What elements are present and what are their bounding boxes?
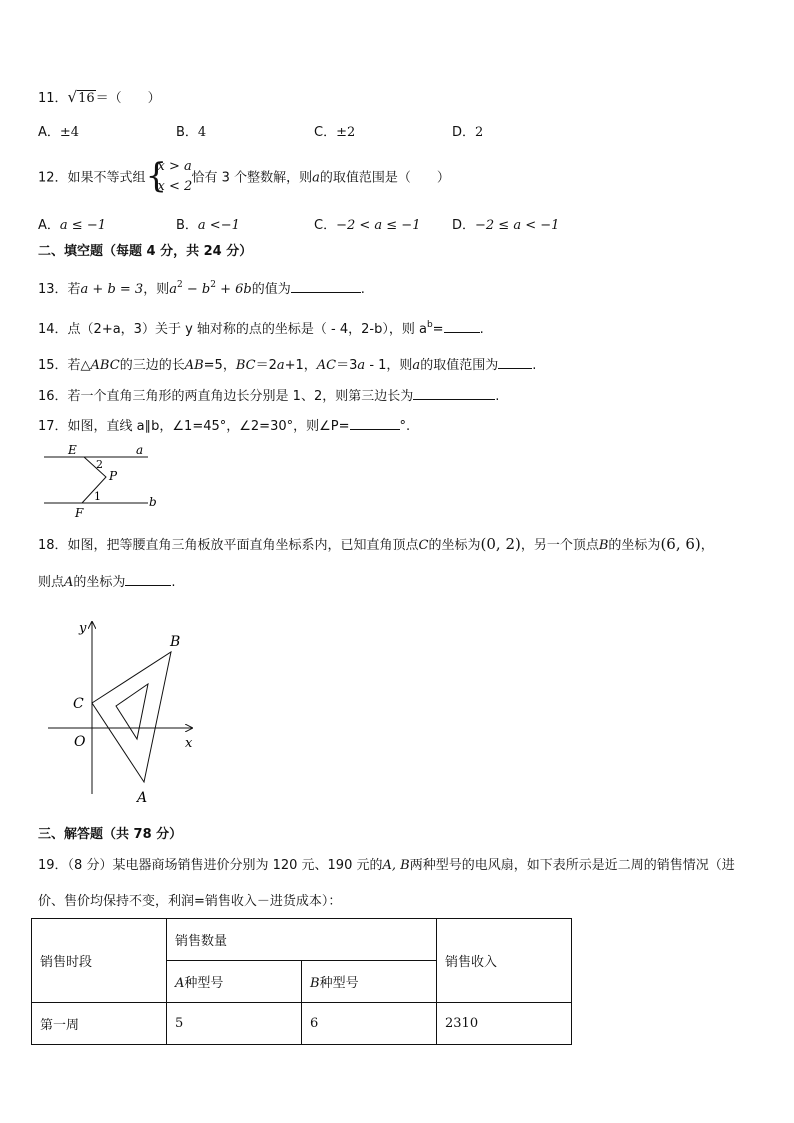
q17: 17．如图，直线 a∥b，∠1=45°，∠2=30°，则∠P= °. <box>38 415 410 436</box>
q18-line2: 则点A的坐标为 . <box>38 571 176 592</box>
outer-triangle <box>92 652 171 782</box>
q11-number: 11． <box>38 91 68 106</box>
q12-option-b: B．a <−1 <box>176 218 240 233</box>
cell-a-qty: 5 <box>167 1003 302 1045</box>
label-F: F <box>75 506 84 520</box>
header-quantity: 销售数量 <box>167 919 437 961</box>
label-b: b <box>149 495 157 509</box>
q12-option-a: A．a ≤ −1 <box>38 218 106 233</box>
sales-table <box>31 918 572 1045</box>
q12-option-d: D．−2 ≤ a < −1 <box>452 218 560 233</box>
figure-parallel-lines <box>38 440 168 520</box>
q17-answer-blank[interactable] <box>350 415 400 430</box>
q14-answer-blank[interactable] <box>444 318 480 333</box>
label-O: O <box>74 734 86 750</box>
q15: 15．若△ABC的三边的长AB=5，BC＝2a+1，AC＝3a - 1，则a的取值范围为 . <box>38 354 536 375</box>
header-type-a: A种型号 <box>167 961 302 1003</box>
q11-option-d: D．2 <box>452 125 484 140</box>
q16-answer-blank[interactable] <box>413 385 495 400</box>
label-E: E <box>68 443 77 457</box>
q12-option-c: C．−2 < a ≤ −1 <box>314 218 421 233</box>
label-B: B <box>170 634 181 650</box>
q16: 16．若一个直角三角形的两直角边长分别是 1、2，则第三边长为 . <box>38 385 499 406</box>
q11-stem <box>38 88 161 108</box>
cell-b-qty: 6 <box>302 1003 437 1045</box>
label-P: P <box>109 469 118 483</box>
q19-line2: 价、售价均保持不变，利润=销售收入－进货成本）： <box>38 894 342 909</box>
table-row <box>32 1003 572 1045</box>
q12-tail: 的取值范围是（ ） <box>319 170 450 186</box>
q12-lead: 12．如果不等式组 <box>38 170 146 186</box>
inner-triangle <box>116 684 148 739</box>
label-a: a <box>136 443 144 457</box>
q14: 14．点（2+a，3）关于 y 轴对称的点的坐标是（ - 4，2-b），则 $a^b=$ . <box>38 320 484 337</box>
label-2: 2 <box>96 458 103 471</box>
label-y: y <box>79 621 87 636</box>
label-x: x <box>185 736 193 751</box>
sqrt-symbol: √ <box>67 88 78 106</box>
section-3-heading: 三、解答题（共 78 分） <box>38 827 183 842</box>
inequality-system: { x > a x < 2 <box>145 156 193 196</box>
q11-option-a: A．±4 <box>38 125 80 140</box>
header-income: 销售收入 <box>437 919 572 1003</box>
q12-var: a <box>312 170 320 186</box>
q13: 13．若a + b = 3，则$a^2 - b^2 + 6b$的值为 . <box>38 280 365 297</box>
label-1: 1 <box>94 490 101 503</box>
header-type-b: B种型号 <box>302 961 437 1003</box>
q18-answer-blank[interactable] <box>125 571 171 586</box>
figure-coordinate-triangle <box>40 612 210 837</box>
q13-answer-blank[interactable] <box>291 278 361 293</box>
section-2-heading: 二、填空题（每题 4 分，共 24 分） <box>38 244 253 259</box>
header-period: 销售时段 <box>32 919 167 1003</box>
q12-mid: 恰有 3 个整数解，则 <box>191 170 313 186</box>
q11-radicand: 16 <box>78 91 95 106</box>
q18-line1: 18．如图，把等腰直角三角板放平面直角坐标系内，已知直角顶点C的坐标为(0, 2)，另一个顶点B的坐标为(6, 6)， <box>38 535 714 553</box>
q12-stem <box>38 158 450 199</box>
q15-answer-blank[interactable] <box>498 354 532 369</box>
cell-period: 第一周 <box>32 1003 167 1045</box>
label-C: C <box>73 696 84 712</box>
q19-line1: 19．（8 分）某电器商场销售进价分别为 120 元、190 元的A, B两种型号的电风扇，如下表所示是近二周的销售情况（进 <box>38 858 735 873</box>
label-A: A <box>137 790 148 806</box>
q11-option-c: C．±2 <box>314 125 356 140</box>
cell-income: 2310 <box>437 1003 572 1045</box>
q11-tail: ＝（ ） <box>95 91 161 106</box>
q11-option-b: B．4 <box>176 125 207 140</box>
